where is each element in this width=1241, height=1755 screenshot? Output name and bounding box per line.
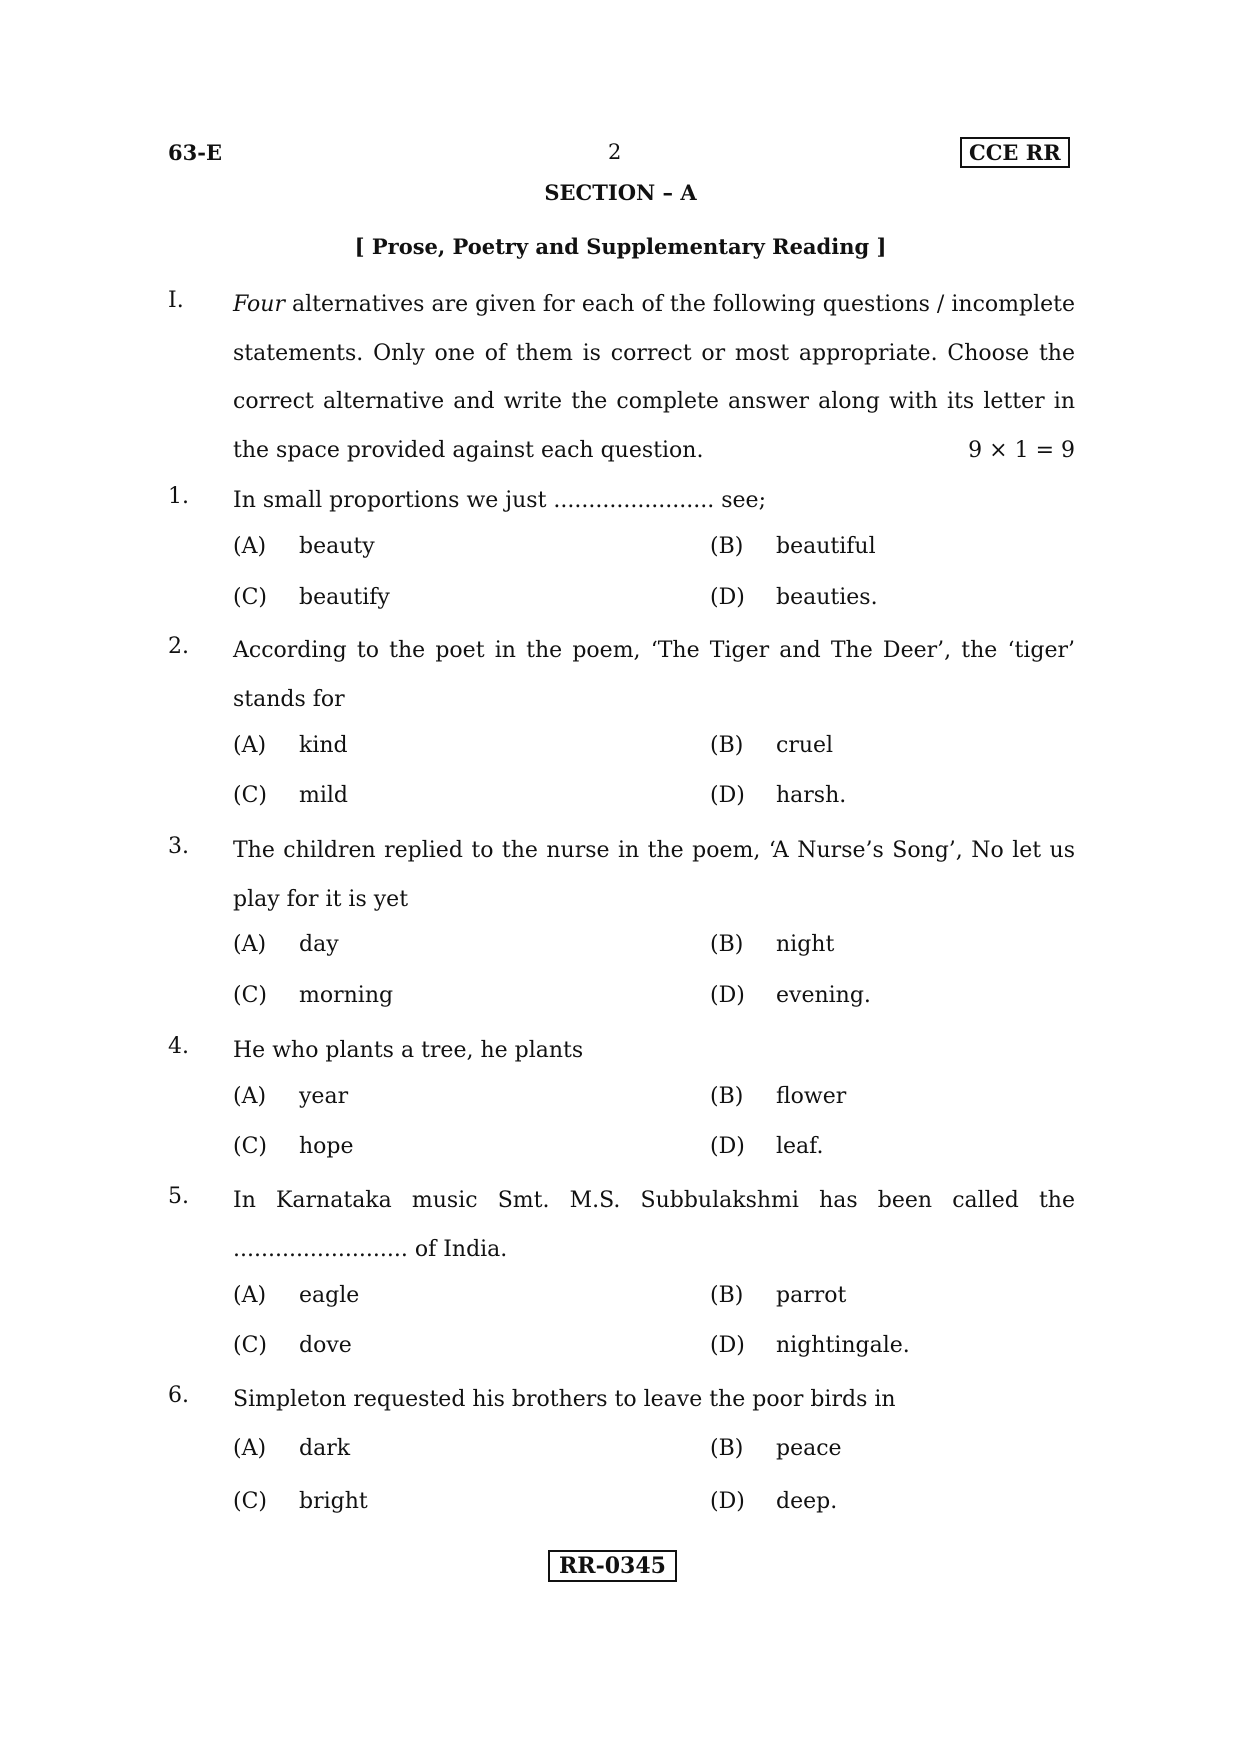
option-label: (B) bbox=[710, 1436, 744, 1461]
option-text: deep. bbox=[776, 1489, 838, 1514]
option-text: kind bbox=[299, 733, 348, 758]
option-text: flower bbox=[776, 1084, 847, 1109]
option-label: (A) bbox=[233, 1084, 267, 1109]
option-label: (C) bbox=[233, 783, 267, 808]
question-text: In Karnataka music Smt. M.S. Subbulakshmi has been called the ......................... of India. bbox=[233, 1188, 1075, 1262]
option-label: (C) bbox=[233, 1333, 267, 1358]
option-label: (A) bbox=[233, 1283, 267, 1308]
question-number: 3. bbox=[168, 834, 189, 859]
option-text: leaf. bbox=[776, 1134, 824, 1159]
option-label: (C) bbox=[233, 1134, 267, 1159]
option-label: (A) bbox=[233, 733, 267, 758]
exam-badge: CCE RR bbox=[960, 137, 1070, 168]
option-text: parrot bbox=[776, 1283, 847, 1308]
option-text: hope bbox=[299, 1134, 354, 1159]
option-text: beauties. bbox=[776, 585, 878, 610]
option-label: (D) bbox=[710, 585, 745, 610]
question-text: Simpleton requested his brothers to leave the poor birds in bbox=[233, 1387, 896, 1412]
option-label: (D) bbox=[710, 983, 745, 1008]
instruction-body: alternatives are given for each of the following questions / incomplete statements. Only one of them is correct or most appropriate. Choose the correct alternative and write the complete answer along with its letter in the space provided against each question. bbox=[233, 292, 1075, 463]
option-text: dark bbox=[299, 1436, 351, 1461]
instruction-emphasis: Four bbox=[233, 292, 285, 317]
option-text: cruel bbox=[776, 733, 834, 758]
question-number: 2. bbox=[168, 634, 189, 659]
question-number: 5. bbox=[168, 1184, 189, 1209]
option-label: (C) bbox=[233, 1489, 267, 1514]
option-text: beauty bbox=[299, 534, 375, 559]
marks-scheme: 9 × 1 = 9 bbox=[968, 437, 1075, 463]
instruction-text bbox=[233, 281, 1075, 475]
option-text: morning bbox=[299, 983, 394, 1008]
option-label: (D) bbox=[710, 1489, 745, 1514]
question-text: According to the poet in the poem, ‘The Tiger and The Deer’, the ‘tiger’ stands for bbox=[233, 638, 1075, 712]
question-number: 1. bbox=[168, 484, 189, 509]
paper-code: 63-E bbox=[168, 140, 222, 165]
question-text: The children replied to the nurse in the poem, ‘A Nurse’s Song’, No let us play for it is yet bbox=[233, 838, 1075, 912]
option-text: nightingale. bbox=[776, 1333, 910, 1358]
option-text: night bbox=[776, 932, 835, 957]
question-text: He who plants a tree, he plants bbox=[233, 1038, 584, 1063]
instruction-number: I. bbox=[168, 288, 184, 313]
option-text: beautiful bbox=[776, 534, 876, 559]
option-text: mild bbox=[299, 783, 349, 808]
option-text: peace bbox=[776, 1436, 842, 1461]
option-label: (C) bbox=[233, 983, 267, 1008]
option-label: (B) bbox=[710, 1283, 744, 1308]
option-label: (A) bbox=[233, 1436, 267, 1461]
option-label: (B) bbox=[710, 733, 744, 758]
option-label: (B) bbox=[710, 932, 744, 957]
option-label: (C) bbox=[233, 585, 267, 610]
option-label: (B) bbox=[710, 534, 744, 559]
option-text: beautify bbox=[299, 585, 390, 610]
question-text: In small proportions we just ....................... see; bbox=[233, 488, 766, 513]
section-title: SECTION – A bbox=[544, 180, 697, 205]
option-label: (D) bbox=[710, 1134, 745, 1159]
option-label: (B) bbox=[710, 1084, 744, 1109]
option-text: harsh. bbox=[776, 783, 847, 808]
question-number: 6. bbox=[168, 1383, 189, 1408]
option-text: bright bbox=[299, 1489, 368, 1514]
page-number: 2 bbox=[608, 140, 622, 164]
option-label: (D) bbox=[710, 1333, 745, 1358]
option-label: (D) bbox=[710, 783, 745, 808]
option-label: (A) bbox=[233, 534, 267, 559]
option-text: day bbox=[299, 932, 339, 957]
option-text: eagle bbox=[299, 1283, 360, 1308]
option-label: (A) bbox=[233, 932, 267, 957]
question-number: 4. bbox=[168, 1034, 189, 1059]
option-text: evening. bbox=[776, 983, 871, 1008]
option-text: dove bbox=[299, 1333, 352, 1358]
option-text: year bbox=[299, 1084, 349, 1109]
footer-code: RR-0345 bbox=[548, 1550, 677, 1582]
section-subtitle: [ Prose, Poetry and Supplementary Reading ] bbox=[354, 234, 887, 259]
